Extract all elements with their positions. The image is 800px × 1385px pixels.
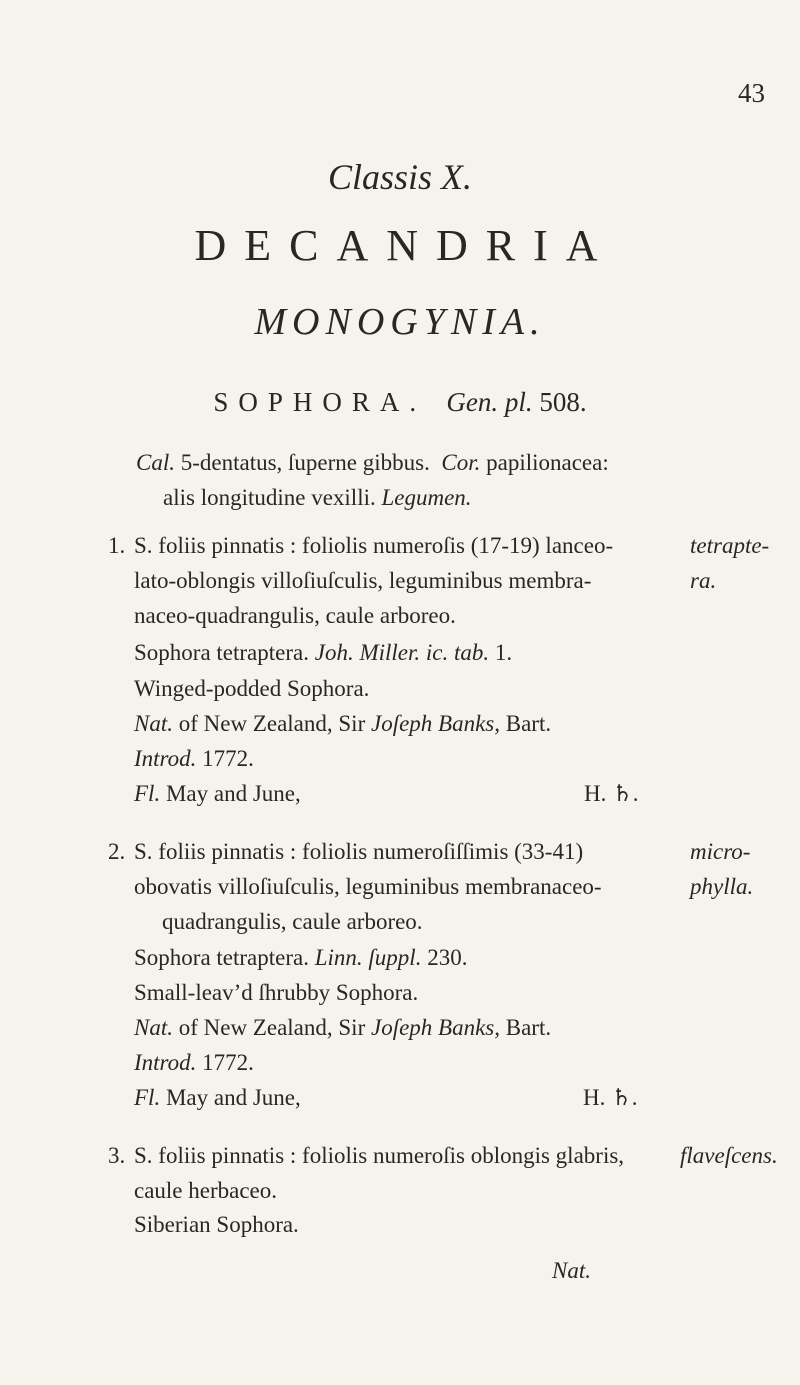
introd-year: 1772.	[202, 746, 254, 771]
nat-person: Joſeph Banks,	[370, 711, 500, 736]
genus-character-line-1	[136, 450, 609, 476]
species-2-trivial-name-2: phylla.	[690, 874, 754, 899]
calyx-label: Cal.	[136, 450, 175, 475]
class-title: DECANDRIA	[194, 221, 616, 270]
fl-text: May and June,	[165, 781, 301, 806]
page-number: 43	[738, 78, 765, 108]
species-3-line-2: caule herbaceo.	[134, 1178, 278, 1203]
nat-person: Joſeph Banks,	[370, 1015, 500, 1040]
character-line2-text: alis longitudine vexilli.	[163, 485, 376, 510]
synonym-ref: Linn. ſuppl.	[314, 945, 422, 970]
nat-text: of New Zealand, Sir	[178, 711, 366, 736]
genus-heading	[0, 387, 800, 418]
nat-label: Nat.	[134, 1015, 173, 1040]
introd-label: Introd.	[134, 746, 197, 771]
synonym-ref: Joh. Miller. ic. tab.	[314, 640, 490, 665]
species-1-habit: H. ♄.	[584, 781, 639, 806]
synonym-num: 1.	[494, 640, 513, 665]
genus-reference: Gen. pl.	[446, 387, 533, 417]
species-1-introduced	[134, 746, 254, 772]
genus-character-line-2	[163, 485, 472, 511]
species-2-synonym	[134, 945, 467, 971]
nat-text: of New Zealand, Sir	[178, 1015, 366, 1040]
species-1-line-2: lato-oblongis villoſiuſculis, leguminibus membra-	[134, 568, 592, 593]
fl-label: Fl.	[134, 1085, 161, 1110]
species-2-introduced	[134, 1050, 254, 1076]
species-1-line-3: naceo-quadrangulis, caule arboreo.	[134, 603, 456, 628]
classis-heading: Classis X.	[327, 157, 473, 197]
synonym-num: 230.	[427, 945, 468, 970]
species-2-line-2: obovatis villoſiuſculis, leguminibus membranaceo-	[134, 874, 602, 899]
species-1-trivial-name-1: tetrapte-	[690, 533, 770, 558]
nat-suffix: Bart.	[505, 1015, 552, 1040]
species-2-number: 2.	[108, 839, 126, 864]
species-2-line-1: S. foliis pinnatis : foliolis numeroſiſſimis (33-41)	[134, 839, 584, 864]
nat-label: Nat.	[134, 711, 173, 736]
species-3-english-name: Siberian Sophora.	[134, 1212, 299, 1237]
species-1-english-name: Winged-podded Sophora.	[134, 676, 370, 701]
species-2-flowering	[134, 1085, 301, 1111]
introd-year: 1772.	[202, 1050, 254, 1075]
nat-suffix: Bart.	[505, 711, 552, 736]
species-1-synonym	[134, 640, 512, 666]
genus-reference-number: 508.	[539, 387, 587, 417]
synonym-text: Sophora tetraptera.	[134, 640, 309, 665]
species-1-native	[134, 711, 551, 737]
species-3-line-1: S. foliis pinnatis : foliolis numeroſis oblongis glabris,	[134, 1143, 625, 1168]
species-2-habit: H. ♄.	[583, 1085, 638, 1110]
species-1-number: 1.	[108, 533, 126, 558]
corolla-text: papilionacea:	[486, 450, 609, 475]
fl-label: Fl.	[134, 781, 161, 806]
species-2-native	[134, 1015, 551, 1041]
species-1-line-1: S. foliis pinnatis : foliolis numeroſis (17-19) lanceo-	[134, 533, 614, 558]
calyx-text: 5-dentatus, ſuperne gibbus.	[180, 450, 430, 475]
fl-text: May and June,	[165, 1085, 301, 1110]
species-2-line-3: quadrangulis, caule arboreo.	[162, 909, 423, 934]
order-title: MONOGYNIA.	[254, 301, 546, 343]
species-3-number: 3.	[108, 1143, 126, 1168]
genus-name: SOPHORA.	[213, 387, 427, 417]
species-2-english-name: Small-leav’d ſhrubby Sophora.	[134, 980, 419, 1005]
introd-label: Introd.	[134, 1050, 197, 1075]
catchword: Nat.	[552, 1258, 591, 1283]
corolla-label: Cor.	[441, 450, 481, 475]
synonym-text: Sophora tetraptera.	[134, 945, 309, 970]
species-1-flowering	[134, 781, 301, 807]
species-3-trivial-name: flaveſcens.	[680, 1143, 778, 1168]
species-2-trivial-name-1: micro-	[690, 839, 751, 864]
legumen-label: Legumen.	[381, 485, 472, 510]
species-1-trivial-name-2: ra.	[690, 568, 717, 593]
